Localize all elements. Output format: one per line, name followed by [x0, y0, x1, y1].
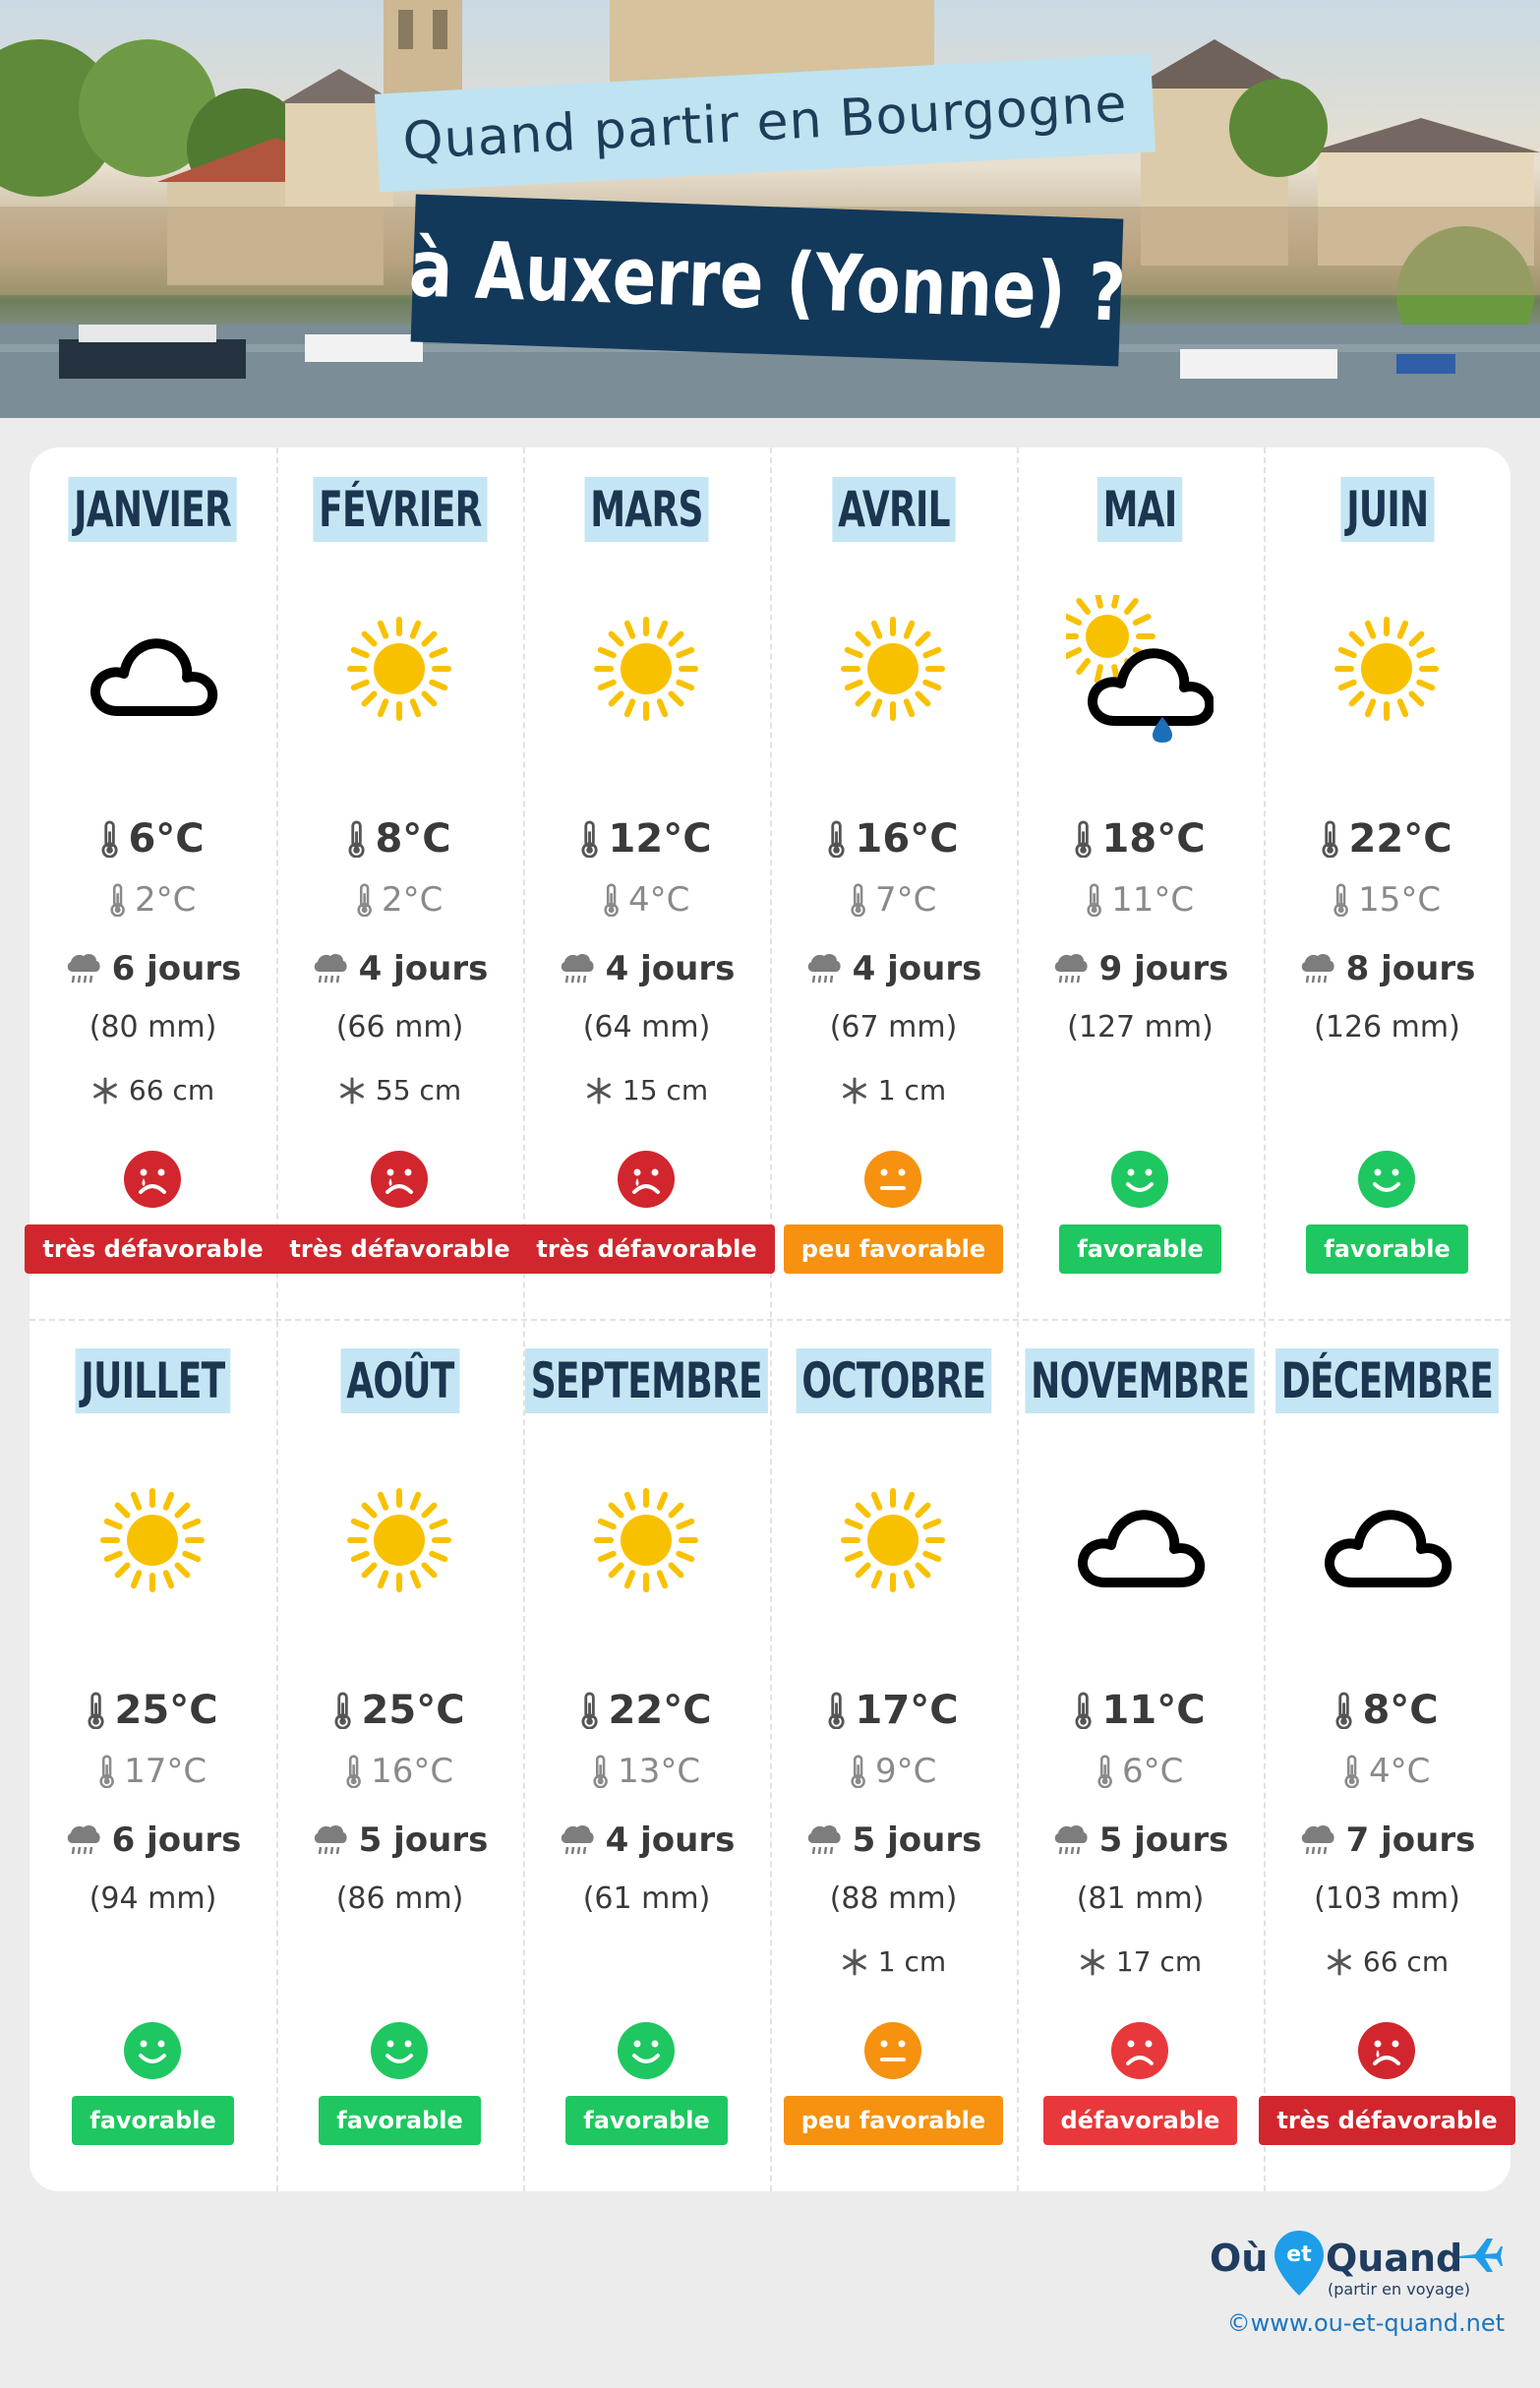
snowflake-icon [841, 1948, 868, 1976]
month-name: JANVIER [69, 477, 237, 542]
snowflake-icon [1326, 1948, 1353, 1976]
snowflake-icon [1079, 1948, 1106, 1976]
month-name-box [1017, 1348, 1264, 1413]
weather-icon [326, 595, 473, 743]
sun-icon [326, 1466, 473, 1614]
crying-face-icon [371, 1151, 428, 1208]
weather-icon [1313, 1466, 1460, 1614]
rating-badge: très défavorable [518, 1224, 774, 1274]
temp-max: 25°C [361, 1688, 465, 1733]
weather-icon [1066, 595, 1214, 743]
thermometer-icon [828, 820, 845, 858]
rating-face [1111, 2022, 1168, 2079]
rain-mm: (127 mm) [1067, 1010, 1214, 1045]
rating-face [864, 2022, 921, 2079]
title-line-2 [407, 194, 1127, 366]
rating-badge-wrap [30, 1224, 276, 1274]
thermometer-icon [851, 883, 865, 917]
month-cell-10 [770, 1319, 1017, 2190]
header-banner [0, 0, 1540, 418]
month-name-box [1264, 1348, 1510, 1413]
sun-icon [79, 1466, 226, 1614]
rating-face [371, 2022, 428, 2079]
climate-card [30, 448, 1510, 2191]
smiley-face-icon [618, 2022, 675, 2079]
rain-mm-row [1264, 1881, 1510, 1916]
temp-max-row [1017, 1688, 1264, 1733]
snow-depth: 1 cm [877, 1074, 947, 1106]
snow-depth: 66 cm [1362, 1945, 1450, 1978]
snow-depth: 66 cm [128, 1074, 215, 1106]
rating-face [1358, 2022, 1415, 2079]
rating-face [618, 2022, 675, 2079]
airplane-icon [1457, 2235, 1503, 2274]
logo-et-text: et [1286, 2242, 1312, 2267]
rain-days-row [1264, 949, 1510, 988]
rain-days: 5 jours [852, 1821, 982, 1860]
rain-days: 5 jours [358, 1821, 489, 1860]
temp-min-row [1264, 1752, 1510, 1791]
cloud-icon [1313, 1466, 1460, 1614]
temp-max: 22°C [608, 1688, 712, 1733]
month-name: FÉVRIER [313, 477, 487, 542]
snow-depth: 17 cm [1115, 1945, 1203, 1978]
thermometer-icon [1335, 1692, 1352, 1729]
rating-badge: favorable [1306, 1224, 1467, 1274]
temp-min: 7°C [874, 880, 937, 920]
copyright-link[interactable]: ©www.ou-et-quand.net [1226, 2309, 1505, 2337]
rain-cloud-icon [559, 1823, 596, 1857]
rain-days: 8 jours [1345, 949, 1476, 988]
rain-days: 4 jours [852, 949, 982, 988]
temp-min: 16°C [371, 1752, 454, 1791]
temp-min: 15°C [1358, 880, 1442, 920]
rain-days-row [276, 1821, 523, 1860]
temp-min: 2°C [381, 880, 444, 920]
weather-icon [572, 1466, 720, 1614]
rain-cloud-icon [312, 952, 349, 985]
rain-mm-row [30, 1010, 276, 1045]
temp-max: 8°C [375, 816, 451, 862]
rain-cloud-icon [1299, 952, 1336, 985]
rain-mm-row [523, 1881, 770, 1916]
rain-days: 6 jours [111, 949, 242, 988]
rain-days-row [30, 1821, 276, 1860]
snowflake-icon [91, 1077, 119, 1104]
weather-icon [79, 1466, 226, 1614]
temp-min: 9°C [874, 1752, 937, 1791]
rain-days-row [770, 1821, 1017, 1860]
thermometer-icon [1322, 820, 1338, 858]
temp-max: 8°C [1362, 1688, 1439, 1733]
rain-mm: (86 mm) [335, 1881, 464, 1916]
thermometer-icon [1333, 883, 1348, 917]
temp-min-row [30, 880, 276, 920]
rating-badge: défavorable [1043, 2096, 1238, 2145]
temp-min: 17°C [124, 1752, 207, 1791]
month-name-box [523, 1348, 770, 1413]
snow-row [770, 1945, 1017, 1978]
snow-row [1017, 1945, 1264, 1978]
crying-face-icon [618, 1151, 675, 1208]
logo-quand-text: Quand [1326, 2237, 1463, 2280]
temp-min: 2°C [134, 880, 197, 920]
rating-badge: favorable [565, 2096, 727, 2145]
month-cell-11 [1017, 1319, 1264, 2190]
month-name-box [276, 477, 523, 542]
month-name-box [523, 477, 770, 542]
temp-max: 25°C [114, 1688, 218, 1733]
sun-cloud-rain-icon [1066, 595, 1214, 743]
temp-max-row [1264, 1688, 1510, 1733]
snow-row [523, 1074, 770, 1106]
thermometer-icon [1344, 1755, 1359, 1788]
rain-mm: (67 mm) [829, 1010, 958, 1045]
month-cell-4 [770, 448, 1017, 1319]
temp-max-row [770, 1688, 1017, 1733]
rain-mm: (64 mm) [582, 1010, 711, 1045]
rain-days-row [276, 949, 523, 988]
rating-badge-wrap [1264, 2096, 1510, 2145]
thermometer-icon [110, 883, 125, 917]
rating-badge-wrap [276, 1224, 523, 1274]
month-name-box [1017, 477, 1264, 542]
temp-min-row [770, 880, 1017, 920]
month-cell-12 [1264, 1319, 1510, 2190]
rating-badge-wrap [1017, 1224, 1264, 1274]
rain-days-row [523, 1821, 770, 1860]
sun-icon [819, 595, 967, 743]
thermometer-icon [1075, 820, 1092, 858]
thermometer-icon [348, 820, 365, 858]
rain-mm-row [523, 1010, 770, 1045]
temp-min-row [523, 1752, 770, 1791]
rating-badge: très défavorable [271, 1224, 527, 1274]
crying-face-icon [1358, 2022, 1415, 2079]
weather-icon [819, 595, 967, 743]
snow-depth: 15 cm [622, 1074, 709, 1106]
thermometer-icon [334, 1692, 351, 1729]
snow-row [770, 1074, 1017, 1106]
temp-min: 4°C [627, 880, 690, 920]
temp-max-row [523, 1688, 770, 1733]
weather-icon [326, 1466, 473, 1614]
temp-max: 18°C [1101, 816, 1206, 862]
rating-badge-wrap [770, 2096, 1017, 2145]
temp-min: 13°C [618, 1752, 701, 1791]
temp-min-row [770, 1752, 1017, 1791]
rating-badge-wrap [523, 2096, 770, 2145]
rain-cloud-icon [1052, 1823, 1090, 1857]
thermometer-icon [593, 1755, 608, 1788]
smiley-face-icon [1111, 1151, 1168, 1208]
rating-badge: très défavorable [25, 1224, 280, 1274]
rain-mm: (103 mm) [1314, 1881, 1460, 1916]
rating-badge: favorable [72, 2096, 233, 2145]
temp-min-row [276, 880, 523, 920]
rain-mm: (61 mm) [582, 1881, 711, 1916]
month-cell-2 [276, 448, 523, 1319]
thermometer-icon [581, 820, 598, 858]
weather-icon [572, 595, 720, 743]
month-name: JUILLET [76, 1348, 231, 1413]
rain-days-row [523, 949, 770, 988]
month-name: SEPTEMBRE [525, 1348, 768, 1413]
thermometer-icon [101, 820, 118, 858]
rain-cloud-icon [805, 1823, 843, 1857]
temp-max-row [770, 816, 1017, 862]
rating-badge-wrap [1264, 1224, 1510, 1274]
snow-row [30, 1074, 276, 1106]
thermometer-icon [851, 1755, 865, 1788]
month-cell-7 [30, 1319, 276, 2190]
weather-icon [1313, 595, 1460, 743]
month-cell-3 [523, 448, 770, 1319]
rating-badge-wrap [523, 1224, 770, 1274]
title-text-1: Quand partir en Bourgogne [401, 74, 1129, 172]
rain-days: 9 jours [1098, 949, 1229, 988]
rating-badge-wrap [1017, 2096, 1264, 2145]
temp-max: 12°C [608, 816, 712, 862]
rain-mm-row [276, 1010, 523, 1045]
sun-icon [819, 1466, 967, 1614]
rain-days-row [1264, 1821, 1510, 1860]
temp-min: 4°C [1368, 1752, 1431, 1791]
rain-cloud-icon [65, 952, 102, 985]
snow-row [276, 1074, 523, 1106]
sun-icon [1313, 595, 1460, 743]
rain-mm: (94 mm) [89, 1881, 217, 1916]
month-cell-5 [1017, 448, 1264, 1319]
temp-max: 22°C [1348, 816, 1452, 862]
rain-cloud-icon [805, 952, 843, 985]
month-name: MAI [1097, 477, 1182, 542]
thermometer-icon [604, 883, 619, 917]
rating-face [864, 1151, 921, 1208]
sad-face-icon [1111, 2022, 1168, 2079]
rain-mm: (88 mm) [829, 1881, 958, 1916]
smiley-face-icon [124, 2022, 181, 2079]
thermometer-icon [581, 1692, 598, 1729]
rain-mm-row [1264, 1010, 1510, 1045]
neutral-face-icon [864, 1151, 921, 1208]
month-cell-9 [523, 1319, 770, 2190]
rain-mm: (80 mm) [89, 1010, 217, 1045]
temp-min-row [276, 1752, 523, 1791]
rain-days: 4 jours [605, 949, 736, 988]
month-name-box [1264, 477, 1510, 542]
rain-mm: (126 mm) [1314, 1010, 1460, 1045]
thermometer-icon [99, 1755, 114, 1788]
snow-row [1264, 1945, 1510, 1978]
month-name: DÉCEMBRE [1275, 1348, 1499, 1413]
temp-min-row [30, 1752, 276, 1791]
month-cell-6 [1264, 448, 1510, 1319]
thermometer-icon [357, 883, 372, 917]
thermometer-icon [1097, 1755, 1112, 1788]
rating-face [124, 2022, 181, 2079]
month-name: AVRIL [832, 477, 955, 542]
smiley-face-icon [1358, 1151, 1415, 1208]
rating-badge: favorable [1059, 1224, 1220, 1274]
rating-badge-wrap [276, 2096, 523, 2145]
snowflake-icon [585, 1077, 613, 1104]
rain-mm: (81 mm) [1076, 1881, 1205, 1916]
rating-face [1111, 1151, 1168, 1208]
month-name: AOÛT [340, 1348, 459, 1413]
rating-badge-wrap [30, 2096, 276, 2145]
snowflake-icon [841, 1077, 868, 1104]
temp-max-row [30, 1688, 276, 1733]
temp-max-row [523, 816, 770, 862]
rain-mm-row [276, 1881, 523, 1916]
rating-badge-wrap [770, 1224, 1017, 1274]
rain-mm-row [770, 1010, 1017, 1045]
rain-mm-row [1017, 1010, 1264, 1045]
rating-face [1358, 1151, 1415, 1208]
month-name-box [770, 477, 1017, 542]
temp-max: 17°C [855, 1688, 959, 1733]
rain-days-row [1017, 1821, 1264, 1860]
sun-icon [572, 1466, 720, 1614]
rain-cloud-icon [1299, 1823, 1336, 1857]
sun-icon [326, 595, 473, 743]
snow-depth: 1 cm [877, 1945, 947, 1978]
month-cell-1 [30, 448, 276, 1319]
logo-ou-text: Où [1210, 2237, 1269, 2280]
temp-max: 11°C [1101, 1688, 1206, 1733]
temp-max-row [1264, 816, 1510, 862]
rating-face [124, 1151, 181, 1208]
smiley-face-icon [371, 2022, 428, 2079]
temp-min-row [1017, 1752, 1264, 1791]
rain-mm-row [770, 1881, 1017, 1916]
temp-max-row [1017, 816, 1264, 862]
crying-face-icon [124, 1151, 181, 1208]
rating-face [371, 1151, 428, 1208]
logo-tagline: (partir en voyage) [1328, 2280, 1471, 2298]
thermometer-icon [346, 1755, 361, 1788]
rain-days-row [30, 949, 276, 988]
rain-days: 4 jours [358, 949, 489, 988]
rain-cloud-icon [312, 1823, 349, 1857]
rating-badge: favorable [319, 2096, 480, 2145]
thermometer-icon [1087, 883, 1101, 917]
thermometer-icon [828, 1692, 845, 1729]
rating-face [618, 1151, 675, 1208]
rain-days-row [1017, 949, 1264, 988]
month-cell-8 [276, 1319, 523, 2190]
temp-max: 16°C [855, 816, 959, 862]
cloud-icon [1066, 1466, 1214, 1614]
temp-min-row [1264, 880, 1510, 920]
weather-icon [1066, 1466, 1214, 1614]
rain-cloud-icon [1052, 952, 1090, 985]
rain-mm-row [30, 1881, 276, 1916]
month-name: OCTOBRE [796, 1348, 990, 1413]
temp-min-row [523, 880, 770, 920]
temp-max: 6°C [128, 816, 205, 862]
temp-min-row [1017, 880, 1264, 920]
temp-max-row [276, 816, 523, 862]
temp-min: 11°C [1111, 880, 1195, 920]
rating-badge: très défavorable [1259, 2096, 1514, 2145]
weather-icon [819, 1466, 967, 1614]
weather-icon [79, 595, 226, 743]
snow-depth: 55 cm [375, 1074, 462, 1106]
snowflake-icon [338, 1077, 366, 1104]
month-name: NOVEMBRE [1026, 1348, 1256, 1413]
month-name: MARS [585, 477, 709, 542]
rain-cloud-icon [559, 952, 596, 985]
thermometer-icon [88, 1692, 104, 1729]
rain-days: 6 jours [111, 1821, 242, 1860]
neutral-face-icon [864, 2022, 921, 2079]
title-text-2: à Auxerre (Yonne) ? [407, 221, 1127, 339]
rain-days: 7 jours [1345, 1821, 1476, 1860]
rain-mm-row [1017, 1881, 1264, 1916]
rain-mm: (66 mm) [335, 1010, 464, 1045]
rain-days-row [770, 949, 1017, 988]
rating-badge: peu favorable [784, 1224, 1003, 1274]
month-name-box [770, 1348, 1017, 1413]
sun-icon [572, 595, 720, 743]
cloud-icon [79, 595, 226, 743]
thermometer-icon [1075, 1692, 1092, 1729]
month-name-box [30, 1348, 276, 1413]
month-name-box [276, 1348, 523, 1413]
temp-max-row [30, 816, 276, 862]
temp-min: 6°C [1121, 1752, 1184, 1791]
rain-days: 5 jours [1098, 1821, 1229, 1860]
month-name-box [30, 477, 276, 542]
rain-cloud-icon [65, 1823, 102, 1857]
ou-et-quand-logo[interactable] [1210, 2231, 1505, 2299]
rain-days: 4 jours [605, 1821, 736, 1860]
rating-badge: peu favorable [784, 2096, 1003, 2145]
month-name: JUIN [1340, 477, 1434, 542]
temp-max-row [276, 1688, 523, 1733]
